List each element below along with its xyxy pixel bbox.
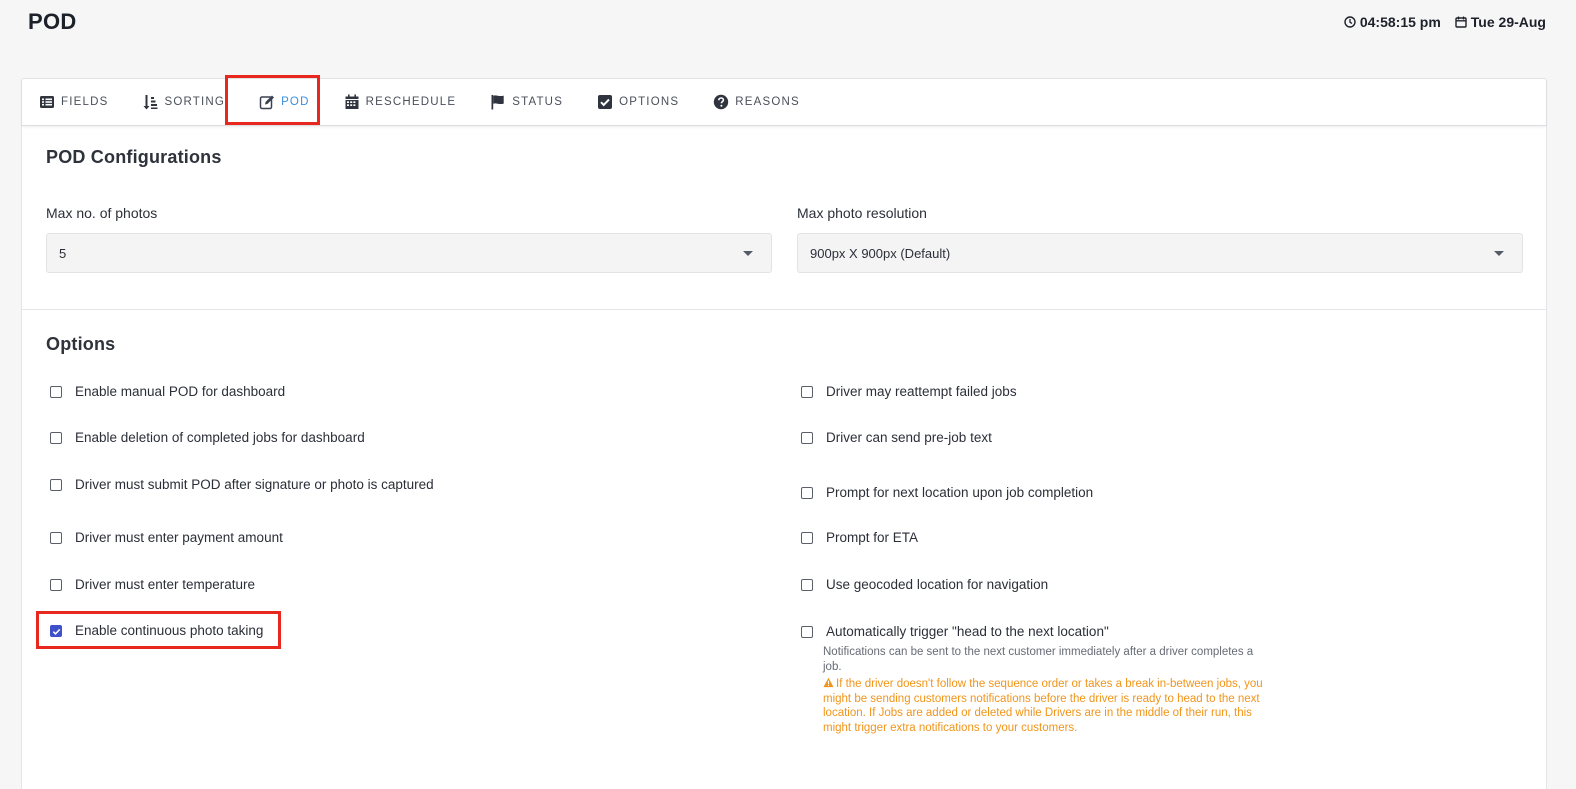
tab-pod[interactable] [259, 79, 310, 126]
max-resolution-value: 900px X 900px (Default) [810, 245, 951, 261]
current-date: Tue 29-Aug [1470, 14, 1546, 30]
time-display [1344, 14, 1441, 30]
option-pre-job-text[interactable] [801, 430, 992, 445]
option-prompt-next-location[interactable] [801, 485, 1093, 500]
checkbox[interactable] [50, 432, 62, 444]
checkbox[interactable] [801, 386, 813, 398]
option-label: Driver must enter payment amount [75, 530, 283, 545]
option-geocoded-navigation[interactable] [801, 577, 1048, 592]
chevron-down-icon [1494, 251, 1504, 256]
option-label: Driver must submit POD after signature or photo is captured [75, 477, 434, 492]
chevron-down-icon [743, 251, 753, 256]
sort-icon [142, 94, 158, 110]
current-time: 04:58:15 pm [1359, 14, 1441, 30]
tab-bar [22, 79, 1546, 126]
checkbox-icon [597, 94, 613, 110]
check-icon [52, 627, 61, 636]
edit-icon [259, 94, 275, 110]
tab-reasons-label: REASONS [735, 96, 800, 108]
checkbox[interactable] [801, 579, 813, 591]
option-label: Driver must enter temperature [75, 577, 256, 592]
clock-icon [1344, 16, 1356, 28]
auto-trigger-note: Notifications can be sent to the next customer immediately after a driver completes a job. [823, 646, 1254, 673]
options-title: Options [46, 334, 116, 354]
option-continuous-photo[interactable] [50, 623, 263, 638]
warning-icon [823, 677, 834, 688]
checkbox[interactable] [50, 532, 62, 544]
tab-fields-label: FIELDS [61, 96, 109, 108]
checkbox[interactable] [801, 626, 813, 638]
option-prompt-eta[interactable] [801, 530, 918, 545]
option-label: Enable deletion of completed jobs for dashboard [75, 430, 365, 445]
tab-fields[interactable] [39, 79, 108, 126]
option-manual-pod[interactable] [50, 384, 285, 399]
option-label: Driver may reattempt failed jobs [826, 384, 1017, 399]
list-icon [39, 94, 55, 110]
section-divider [22, 309, 1546, 310]
option-label: Prompt for next location upon job completion [826, 485, 1094, 500]
checkbox[interactable] [801, 487, 813, 499]
tab-reschedule[interactable] [344, 79, 457, 126]
max-photos-value: 5 [59, 245, 67, 261]
checkbox[interactable] [801, 532, 813, 544]
checkbox[interactable] [50, 479, 62, 491]
tab-status[interactable] [490, 79, 563, 126]
option-label: Driver can send pre-job text [826, 430, 992, 445]
option-label: Enable manual POD for dashboard [75, 384, 286, 399]
pod-config-title: POD Configurations [46, 147, 222, 167]
option-payment-amount[interactable] [50, 530, 283, 545]
tab-sorting-label: SORTING [164, 96, 226, 108]
auto-trigger-warning [823, 677, 1263, 735]
tab-status-label: STATUS [512, 96, 564, 108]
tab-sorting[interactable] [142, 79, 225, 126]
option-label: Enable continuous photo taking [75, 623, 264, 638]
checkbox[interactable] [50, 579, 62, 591]
page-title: POD [28, 9, 77, 34]
checkbox[interactable] [801, 432, 813, 444]
tab-options-label: OPTIONS [619, 96, 680, 108]
flag-icon [490, 94, 506, 110]
question-icon [713, 94, 729, 110]
calendar-icon [1455, 16, 1467, 28]
tab-options[interactable] [597, 79, 679, 126]
max-resolution-label: Max photo resolution [797, 205, 927, 221]
clock-area [1344, 14, 1546, 30]
tab-reschedule-label: RESCHEDULE [365, 96, 457, 108]
option-label: Use geocoded location for navigation [826, 577, 1049, 592]
max-photos-label: Max no. of photos [46, 205, 158, 221]
calendar-icon [344, 94, 360, 110]
tab-reasons[interactable] [713, 79, 800, 126]
option-auto-trigger-next-location[interactable] [801, 624, 1109, 639]
warning-text: If the driver doesn't follow the sequence order or takes a break in-between jobs, you might be sending customers notifications before the driver is ready to head to the next location. If Jobs are added or deleted while Drivers are in the middle of their run, this might trigger extra notifications to your customers. [823, 678, 1263, 734]
option-label: Prompt for ETA [826, 530, 919, 545]
settings-card [21, 78, 1547, 789]
option-label: Automatically trigger "head to the next location" [826, 624, 1109, 639]
date-display [1455, 14, 1546, 30]
checkbox-checked[interactable] [50, 625, 62, 637]
option-reattempt-failed[interactable] [801, 384, 1017, 399]
max-resolution-select[interactable] [797, 233, 1523, 273]
option-submit-pod-after-capture[interactable] [50, 477, 434, 492]
tab-pod-label: POD [281, 96, 310, 108]
max-photos-select[interactable] [46, 233, 772, 273]
option-delete-completed[interactable] [50, 430, 365, 445]
checkbox[interactable] [50, 386, 62, 398]
top-bar [0, 0, 1576, 60]
option-temperature[interactable] [50, 577, 255, 592]
